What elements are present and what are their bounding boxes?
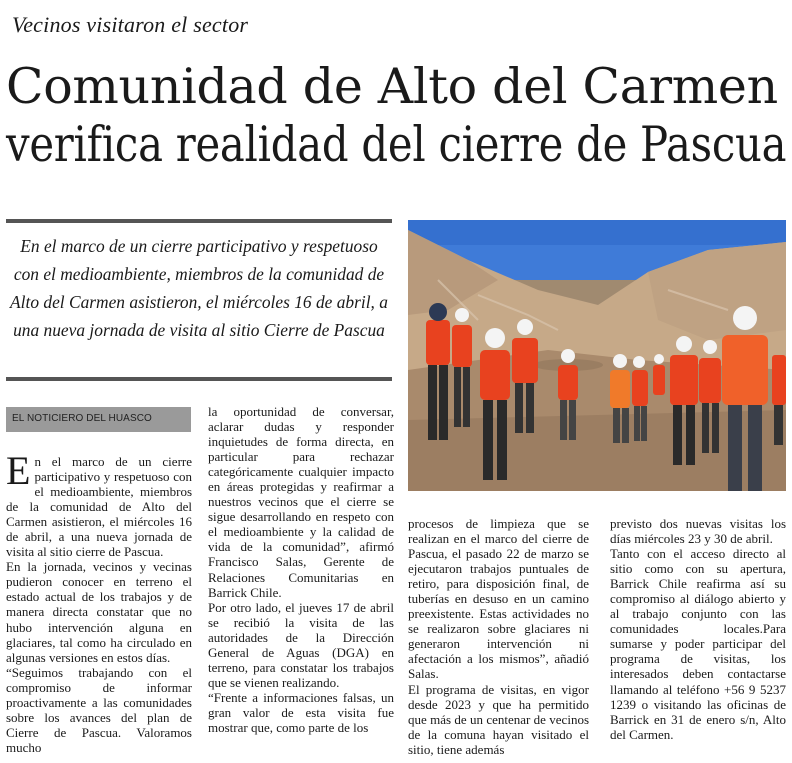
article-column-4 [610,516,786,742]
col3-paragraph-2: El programa de visitas, en vigor desde 2023 y que ha permitido que más de un centenar de vecinos de la comuna hayan visitado el sitio, tiene además [408,681,589,757]
article-kicker: Vecinos visitaron el sector [12,12,249,37]
col2-paragraph-3: “Frente a informaciones falsas, un gran valor de esta visita fue mostrar que, como parte de los [208,689,394,735]
visit-photo-illustration [408,220,786,491]
article-headline [6,58,786,174]
headline-line-1: Comunidad de Alto del Carmen [6,58,778,115]
col2-paragraph-2: Por otro lado, el jueves 17 de abril se recibió la visita de las autoridades de la Dirección General de Aguas (DGA) en terreno, para constatar los trabajos que se vienen realizando. [208,599,394,690]
article-column-3 [408,516,589,757]
col2-paragraph-1: la oportunidad de conversar, aclarar dudas y responder inquietudes de forma directa, en particular para rechazar categóricamente cualquier impacto en áreas protegidas y reafirmar a nuestros vecinos que el cierre se sigue desarrollando en respeto con el medioambiente y la calidad de vida de la comunidad”, afirmó Francisco Salas, Gerente de Relaciones Comunitarias en Barrick Chile. [208,404,394,600]
col1-paragraph-2: En la jornada, vecinos y vecinas pudieron conocer en terreno el estado actual de los trabajos y de manera directa constatar que no hubo intervención alguna en glaciares, tal como ha circulado en algunas versiones en estos días. [6,559,192,665]
dropcap: E [6,448,31,493]
col4-paragraph-2: Tanto con el acceso directo al sitio como con su apertura, Barrick Chile reafirma así su compromiso al diálogo abierto y al trabajo conjunto con las comunidades locales.Para sumarse y poder participar del programa de visitas, los interesados deben contactarse llamando al teléfono +56 9 5237 1239 o visitando las oficinas de Barrick en 31 de enero s/n, Alto del Carmen. [610,546,786,742]
col1-paragraph-3: “Seguimos trabajando con el compromiso de informar proactivamente a las comunidades sobre los avances del plan de Cierre de Pascua. Valoramos mucho [6,664,192,755]
lead-bottom-rule [6,377,392,381]
article-lead: En el marco de un cierre participativo y respetuoso con el medioambiente, miembros de la comunidad de Alto del Carmen asistieron, el miércoles 16 de abril, a una nueva jornada de visita al sitio Cierre de Pascua [10,236,388,340]
article-photo [408,220,786,491]
article-column-1 [6,448,192,755]
source-label: EL NOTICIERO DEL HUASCO [12,413,152,424]
lead-top-rule [6,219,392,223]
headline-line-2: verifica realidad del cierre de Pascua [6,116,787,173]
article-column-2 [208,404,394,735]
col1-paragraph-1: n el marco de un cierre participativo y respetuoso con el medioambiente, miembros de la comunidad de Alto del Carmen asistieron, el miércoles 16 de abril, a una nueva jornada de visita al sitio cierre de Pascua. [6,454,192,560]
source-bar [6,407,191,432]
col4-paragraph-1: previsto dos nuevas visitas los días miércoles 23 y 30 de abril. [610,516,786,547]
col3-paragraph-1: procesos de limpieza que se realizan en el marco del cierre de Pascua, el pasado 22 de marzo se ejecutaron trabajos puntuales de retiro, para disposición final, de tuberías en desuso en un camino preexistente. Estas actividades no se realizaron sobre glaciares ni generaron intervención ni afectación a los mismos”, añadió Salas. [408,516,589,682]
